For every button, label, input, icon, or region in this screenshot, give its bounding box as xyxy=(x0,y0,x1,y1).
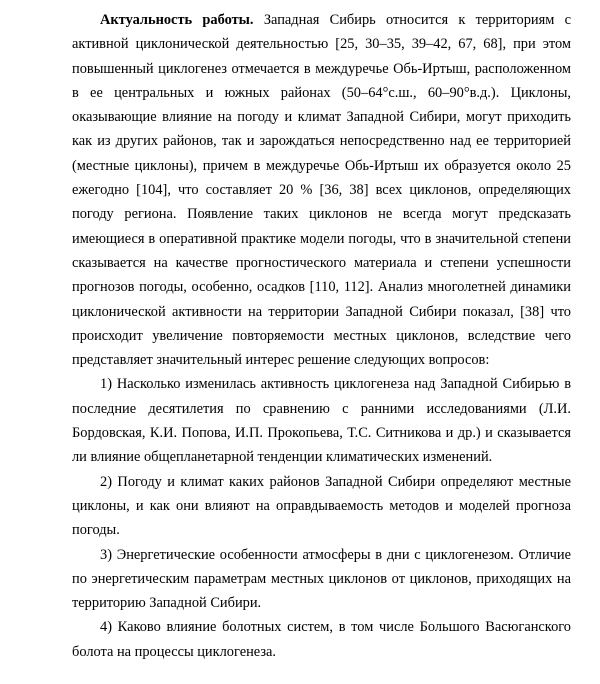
paragraph-relevance xyxy=(72,8,571,372)
list-item-2: 2) Погоду и климат каких районов Западной Сибири определяют местные циклоны, и как они влияют на оправдываемость методов и моделей прогноза погоды. xyxy=(72,473,571,539)
list-item-1: 1) Насколько изменилась активность циклогенеза над Западной Сибирью в последние десятилетия по сравнению с ранними исследованиями (Л.И. Бордовская, К.И. Попова, И.П. Прокопьева, Т.С. Ситникова и др.) и сказывается ли влияние общепланетарной тенденции климатических изменений. xyxy=(72,376,571,466)
document-page xyxy=(72,8,571,664)
relevance-text: Западная Сибирь относится к территориям с активной циклонической деятельностью [25, 30–35, 39–42, 67, 68], при этом повышенный циклогенез отмечается в междуречье Обь-Иртыш, расположенном в ее центральных и южных районах (50–64°с.ш., 60–90°в.д.). Циклоны, оказывающие влияние на погоду и климат Западной Сибири, могут приходить как из других районов, так и зарождаться непосредственно над ее территорией (местные циклоны), причем в междуречье Обь-Иртыш их образуется около 25 ежегодно [104], что составляет 20 % [36, 38] всех циклонов, определяющих погоду региона. Появление таких циклонов не всегда могут предсказать имеющиеся в оперативной практике модели погоды, что в значительной степени сказывается на качестве прогностического материала и степени успешности прогнозов погоды, особенно, осадков [110, 112]. Анализ многолетней динамики циклонической активности на территории Западной Сибири показал, [38] что происходит увеличение повторяемости местных циклонов, вследствие чего представляет значительный интерес решение следующих вопросов: xyxy=(72,12,571,369)
relevance-heading: Актуальность работы. xyxy=(100,12,254,28)
list-item-3: 3) Энергетические особенности атмосферы в дни с циклогенезом. Отличие по энергетическим параметрам местных циклонов от циклонов, приходящих на территорию Западной Сибири. xyxy=(72,546,571,612)
list-item-4: 4) Каково влияние болотных систем, в том числе Большого Васюганского болота на процессы циклогенеза. xyxy=(72,619,571,660)
